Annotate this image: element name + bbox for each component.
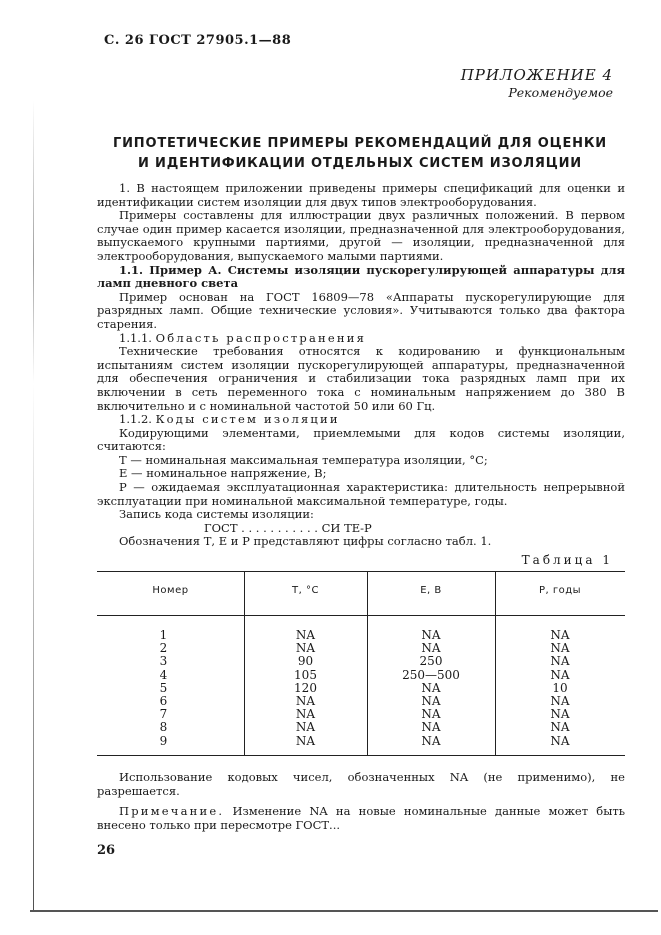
paragraph-requirements: Технические требования относятся к кодированию и функциональным испытаниям систем изоляции пускорегулирующей аппаратуры, предназначенной для обеспечения ограничения и стабилизации тока разрядных ламп при их включении в сеть переменного тока с номинальным напряжением до 380 В включительно и с номинальной частотой 50 или 60 Гц. <box>97 344 625 413</box>
cell-number: 5 <box>159 680 168 695</box>
cell-number: 3 <box>159 654 168 669</box>
cell-voltage: NA <box>421 641 441 656</box>
cell-years: NA <box>550 641 570 656</box>
cell-voltage: NA <box>421 628 441 642</box>
body-text <box>97 182 625 549</box>
cell-temperature: 90 <box>297 654 314 669</box>
cell-temperature: NA <box>295 628 316 642</box>
paragraph-intro: 1. В настоящем приложении приведены примеры спецификаций для оценки и идентификации систем изоляции для двух типов электрооборудования. <box>97 181 625 209</box>
scan-edge-left <box>33 100 34 910</box>
table-row <box>97 735 625 748</box>
cell-number: 8 <box>159 720 168 735</box>
cell-temperature: 105 <box>294 667 317 682</box>
table-top-rule <box>97 571 625 572</box>
table-header-number: Номер <box>152 585 189 596</box>
cell-voltage: NA <box>421 707 441 722</box>
note-label: Примечание. <box>119 804 225 818</box>
cell-number: 2 <box>159 641 168 656</box>
title-line-1: ГИПОТЕТИЧЕСКИЕ ПРИМЕРЫ РЕКОМЕНДАЦИЙ ДЛЯ ОЦЕНКИ <box>113 136 607 151</box>
cell-years: NA <box>550 654 570 669</box>
section-heading-example-a: 1.1. Пример А. Системы изоляции пускорегулирующей аппаратуры для ламп дневного света <box>97 262 625 291</box>
paragraph-coding-elements: Кодирующими элементами, приемлемыми для кодов системы изоляции, считаются: <box>97 425 625 454</box>
paragraph-e: Е — номинальное напряжение, В; <box>119 466 327 481</box>
table-body <box>97 629 625 748</box>
cell-voltage: 250—500 <box>402 667 460 682</box>
table-caption: Таблица 1 <box>521 553 613 567</box>
paragraph-na-text: Использование кодовых чисел, обозначенных NA (не применимо), не разрешается. <box>97 770 625 798</box>
appendix-subtitle: Рекомендуемое <box>508 85 613 100</box>
cell-years: NA <box>550 733 570 748</box>
cell-number: 4 <box>159 667 168 682</box>
section-title: Область распространения <box>155 330 367 345</box>
cell-voltage: NA <box>421 733 441 748</box>
cell-years: NA <box>550 667 570 682</box>
cell-voltage: NA <box>421 680 441 695</box>
code-format: ГОСТ . . . . . . . . . . . СИ ТЕ-Р <box>204 520 372 535</box>
title-line-2: И ИДЕНТИФИКАЦИИ ОТДЕЛЬНЫХ СИСТЕМ ИЗОЛЯЦИИ <box>138 156 582 171</box>
paragraph-basis: Пример основан на ГОСТ 16809—78 «Аппараты пускорегулирующие для разрядных ламп. Общие технические условия». Учитываются только два фактора старения. <box>97 289 625 331</box>
paragraph-t: Т — номинальная максимальная температура изоляции, °С; <box>119 452 488 467</box>
cell-temperature: NA <box>295 733 316 748</box>
appendix-label <box>461 66 613 102</box>
cell-voltage: NA <box>421 693 441 708</box>
table-row <box>97 629 625 642</box>
paragraph-examples: Примеры составлены для иллюстрации двух различных положений. В первом случае один пример касается изоляции, предназначенной для электрооборудования, выпускаемого крупными партиями, другой — изоляции, предназначенной для электрооборудования, выпускаемого малыми партиями. <box>97 208 625 263</box>
table-header-rule <box>97 615 625 616</box>
appendix-title: ПРИЛОЖЕНИЕ 4 <box>460 66 613 84</box>
paragraph-p: Р — ожидаемая эксплуатационная характеристика: длительность непрерывной эксплуатации при номинальной максимальной температуре, годы. <box>97 480 625 508</box>
table-row <box>97 642 625 655</box>
document-title <box>95 134 625 174</box>
paragraph-designations: Обозначения Т, Е и Р представляют цифры согласно табл. 1. <box>119 534 492 549</box>
table-row <box>97 682 625 695</box>
section-heading-scope <box>97 332 625 346</box>
cell-years: NA <box>550 693 570 708</box>
cell-temperature: NA <box>295 707 316 722</box>
cell-years: NA <box>550 707 570 722</box>
section-heading-codes <box>97 413 625 427</box>
cell-number: 6 <box>159 693 168 708</box>
paragraph-code-record: Запись кода системы изоляции: <box>119 507 314 522</box>
cell-temperature: NA <box>295 641 316 656</box>
cell-years: NA <box>550 628 570 642</box>
table-bottom-rule <box>97 755 625 756</box>
note-block <box>97 804 625 832</box>
table-row <box>97 669 625 682</box>
section-number: 1.1.2. <box>119 412 152 427</box>
note-paragraph <box>97 804 625 832</box>
cell-voltage: NA <box>421 720 441 735</box>
cell-years: NA <box>550 720 570 735</box>
data-table <box>97 571 625 756</box>
table-header-years: Р, годы <box>538 585 582 596</box>
cell-temperature: NA <box>295 720 316 735</box>
page-number: 26 <box>97 843 116 858</box>
note-text: Изменение NA на новые номинальные данные может быть внесено только при пересмотре ГОСТ... <box>97 804 625 832</box>
table-header-temperature: Т, °С <box>292 585 319 596</box>
table-row <box>97 655 625 668</box>
page-header: С. 26 ГОСТ 27905.1—88 <box>104 33 292 48</box>
paragraph-na-usage <box>97 770 625 798</box>
cell-temperature: 120 <box>294 680 317 695</box>
table-row <box>97 721 625 734</box>
cell-temperature: NA <box>295 693 316 708</box>
section-title: Коды систем изоляции <box>155 412 340 427</box>
cell-number: 1 <box>159 628 168 642</box>
cell-years: 10 <box>552 680 568 695</box>
table-row <box>97 695 625 708</box>
cell-number: 7 <box>159 707 168 722</box>
table-row <box>97 708 625 721</box>
table-header-voltage: Е, В <box>420 585 442 596</box>
scan-edge-bottom <box>30 910 658 912</box>
cell-voltage: 250 <box>419 654 443 669</box>
section-number: 1.1.1. <box>119 330 152 345</box>
cell-number: 9 <box>159 733 168 748</box>
